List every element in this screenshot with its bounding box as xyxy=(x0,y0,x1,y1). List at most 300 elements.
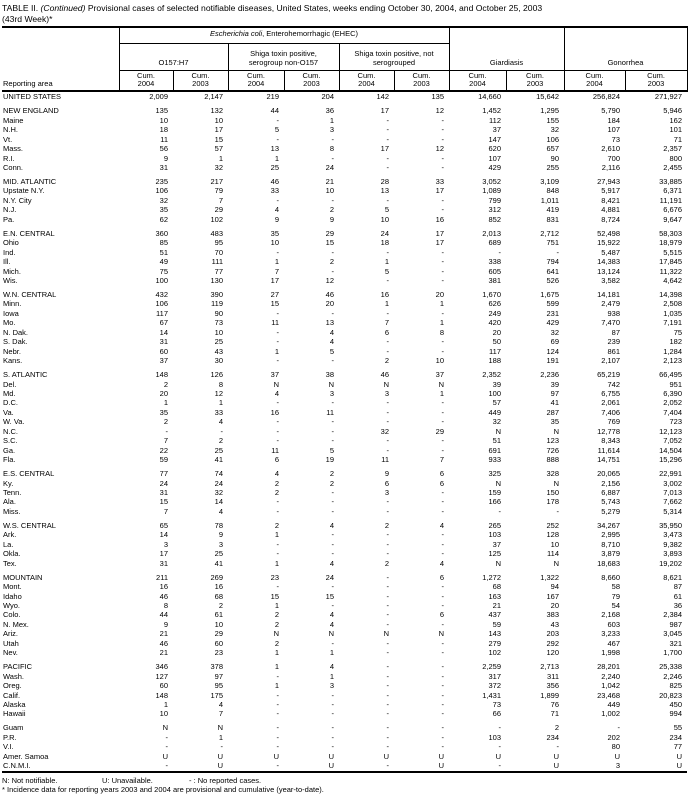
cell: 2 xyxy=(384,520,389,530)
cell: 125 xyxy=(488,549,502,559)
cell: - xyxy=(165,761,168,771)
cell: 37 xyxy=(270,370,279,380)
cell: 723 xyxy=(669,417,683,427)
row-label: Md. xyxy=(3,388,16,398)
cell: 59 xyxy=(159,455,168,465)
cell: 90 xyxy=(550,153,560,163)
cell: 620 xyxy=(488,144,502,154)
cell: 33 xyxy=(214,407,223,417)
cell: - xyxy=(441,506,445,516)
cell: - xyxy=(276,709,279,719)
table-row xyxy=(2,610,687,619)
cell: 66 xyxy=(492,709,502,719)
cell: 6,755 xyxy=(601,388,621,398)
cell: 3,002 xyxy=(663,478,683,488)
cell: 5,279 xyxy=(601,506,621,516)
cell: 4,881 xyxy=(601,205,621,215)
cell: 70 xyxy=(214,247,223,257)
cell: 71 xyxy=(550,709,560,719)
cell: 65 xyxy=(159,520,168,530)
cell: 23 xyxy=(214,648,223,658)
cell: N xyxy=(553,426,560,436)
cell: 10 xyxy=(214,619,223,629)
cell: - xyxy=(441,690,445,700)
table-row xyxy=(2,238,687,247)
cell: 14 xyxy=(159,327,168,337)
cell: 2 xyxy=(274,478,279,488)
cell: 252 xyxy=(546,520,560,530)
row-label: Del. xyxy=(3,379,17,389)
table-row xyxy=(2,186,687,195)
cell: 13,124 xyxy=(597,266,621,276)
table-row xyxy=(2,507,687,516)
cell: 56 xyxy=(159,144,168,154)
cell: 12 xyxy=(435,106,445,116)
cell: 2,508 xyxy=(663,299,683,309)
cell: U xyxy=(614,751,621,761)
cell: 175 xyxy=(210,690,223,700)
table-row xyxy=(2,709,687,718)
cell: 37 xyxy=(492,125,502,135)
cell: 44 xyxy=(270,106,279,116)
cell: 60 xyxy=(214,638,223,648)
cell: 16 xyxy=(380,289,389,299)
cell: 20 xyxy=(435,289,445,299)
cell: 24 xyxy=(380,228,389,238)
cell: 2,713 xyxy=(540,662,560,672)
row-label: N.J. xyxy=(3,205,17,215)
cell: 1,011 xyxy=(540,195,560,205)
cell: - xyxy=(441,648,445,658)
cell: 432 xyxy=(155,289,168,299)
table-row xyxy=(2,163,687,172)
cell: - xyxy=(276,247,279,257)
cell: 103 xyxy=(488,732,502,742)
cell: 605 xyxy=(488,266,502,276)
row-label: V.I. xyxy=(3,742,14,752)
cell: 112 xyxy=(489,115,502,125)
cell: 117 xyxy=(489,346,502,356)
cell: 127 xyxy=(155,671,168,681)
cell: 2 xyxy=(384,558,389,568)
cell: 3,233 xyxy=(601,629,621,639)
cell: 68 xyxy=(214,591,223,601)
cell: - xyxy=(498,723,502,733)
table-row xyxy=(2,398,687,407)
cell: 420 xyxy=(488,318,502,328)
cell: - xyxy=(441,162,445,172)
row-label: Idaho xyxy=(3,591,22,601)
cell: 2,123 xyxy=(663,356,683,366)
row-label: Ill. xyxy=(3,257,11,267)
cell: - xyxy=(386,610,389,620)
cell: 3,879 xyxy=(601,549,621,559)
cell: 150 xyxy=(546,487,560,497)
cell: 3 xyxy=(615,761,621,771)
row-label: Vt. xyxy=(3,134,13,144)
cell: - xyxy=(386,591,389,601)
cell: 3 xyxy=(163,539,168,549)
cell: 16 xyxy=(435,214,445,224)
cell: 101 xyxy=(669,125,683,135)
row-label: La. xyxy=(3,539,14,549)
table-row xyxy=(2,347,687,356)
cell: 10 xyxy=(214,327,223,337)
cell: 7 xyxy=(439,455,445,465)
cell: - xyxy=(441,417,445,427)
cell: 825 xyxy=(669,681,683,691)
row-label: Okla. xyxy=(3,549,21,559)
cell: N xyxy=(495,558,502,568)
cell: - xyxy=(498,761,502,771)
cell: 36 xyxy=(325,106,334,116)
cell: 75 xyxy=(159,266,168,276)
cell: 35 xyxy=(159,205,168,215)
cell: 6 xyxy=(439,610,445,620)
cell: 4 xyxy=(329,619,334,629)
cell: 14 xyxy=(214,497,223,507)
cell: 1,452 xyxy=(482,106,502,116)
cell: 7,406 xyxy=(601,407,621,417)
table-row xyxy=(2,629,687,638)
cell: 599 xyxy=(546,299,560,309)
cell: N xyxy=(553,478,560,488)
cell: - xyxy=(498,742,502,752)
row-label: Minn. xyxy=(3,299,22,309)
cell: 1 xyxy=(274,530,279,540)
cell: 102 xyxy=(488,648,502,658)
cell: 97 xyxy=(214,671,223,681)
cell: 338 xyxy=(488,257,502,267)
table-row xyxy=(2,479,687,488)
cell: 231 xyxy=(546,308,560,318)
cell: 346 xyxy=(155,662,168,672)
cell: 67 xyxy=(159,318,168,328)
cell: 2 xyxy=(329,469,334,479)
giardiasis-group-header: Giardiasis xyxy=(449,27,564,70)
cell: 626 xyxy=(488,299,502,309)
row-label: Ohio xyxy=(3,238,19,248)
cell: - xyxy=(386,600,389,610)
cell: 51 xyxy=(159,247,168,257)
cell: 2,246 xyxy=(663,671,683,681)
table-row xyxy=(2,549,687,558)
cell: 1,675 xyxy=(540,289,560,299)
cell: 184 xyxy=(607,115,621,125)
cell: - xyxy=(441,398,445,408)
cell: 32 xyxy=(380,426,389,436)
cell: U xyxy=(553,751,560,761)
cell: 21 xyxy=(492,600,502,610)
table-row xyxy=(2,215,687,224)
cell: - xyxy=(276,417,279,427)
cell: 38 xyxy=(325,370,334,380)
cell: - xyxy=(386,445,389,455)
cell: 1 xyxy=(439,318,445,328)
cell: 16 xyxy=(214,582,223,592)
cell: 100 xyxy=(488,388,502,398)
cell: 689 xyxy=(488,238,502,248)
cell: 2 xyxy=(274,487,279,497)
cell: 29 xyxy=(214,629,223,639)
cell: 378 xyxy=(210,662,223,672)
cell: 52,498 xyxy=(597,228,621,238)
cell: 123 xyxy=(546,436,560,446)
cell: 94 xyxy=(550,582,560,592)
cell: - xyxy=(441,153,445,163)
cell: 203 xyxy=(546,629,560,639)
cell: 2 xyxy=(274,520,279,530)
cell: 21 xyxy=(159,629,168,639)
cell: 2,712 xyxy=(540,228,560,238)
cell: N xyxy=(273,629,279,639)
cell: - xyxy=(441,681,445,691)
cell: 114 xyxy=(547,549,560,559)
cell: - xyxy=(441,732,445,742)
cell: - xyxy=(386,115,389,125)
cell: 41 xyxy=(550,398,560,408)
cell: 87 xyxy=(611,327,621,337)
cell: 34,267 xyxy=(597,520,621,530)
cell: 7 xyxy=(274,266,279,276)
cell: 35 xyxy=(550,417,560,427)
cell: 10 xyxy=(159,709,168,719)
cell: - xyxy=(386,681,389,691)
cell: - xyxy=(386,337,389,347)
cell: N xyxy=(217,723,223,733)
cell: 14,660 xyxy=(478,92,502,102)
cell: N xyxy=(383,629,389,639)
cell: - xyxy=(617,723,621,733)
cell: 31 xyxy=(159,558,168,568)
row-label: N.Y. City xyxy=(3,195,32,205)
table-row xyxy=(2,290,687,299)
cell: 9 xyxy=(163,153,168,163)
cell: 287 xyxy=(546,407,560,417)
cell: 11,191 xyxy=(659,195,683,205)
cell: 526 xyxy=(546,275,560,285)
cell: 77 xyxy=(673,742,683,752)
cell: - xyxy=(331,436,334,446)
cell: 95 xyxy=(214,238,223,248)
row-label: Mass. xyxy=(3,144,24,154)
cell: N xyxy=(553,558,560,568)
cell: 1 xyxy=(439,388,445,398)
table-row xyxy=(2,733,687,742)
cell: 8 xyxy=(439,327,445,337)
cell: 10 xyxy=(325,186,334,196)
cell: 951 xyxy=(669,379,683,389)
table-row xyxy=(2,620,687,629)
cell: 17,845 xyxy=(659,257,683,267)
cum-2003-col8-header: Cum. 2003 xyxy=(506,70,564,91)
cell: 46 xyxy=(380,370,389,380)
cell: 13 xyxy=(380,186,389,196)
cell: 111 xyxy=(211,257,223,267)
cell: 11,322 xyxy=(659,266,683,276)
cell: 861 xyxy=(607,346,621,356)
cell: N xyxy=(438,379,445,389)
cell: 3,045 xyxy=(663,629,683,639)
cell: - xyxy=(386,134,389,144)
cell: - xyxy=(386,417,389,427)
cell: 938 xyxy=(607,308,621,318)
cell: 311 xyxy=(547,671,560,681)
cell: 19 xyxy=(325,455,334,465)
cell: - xyxy=(276,549,279,559)
table-row xyxy=(2,276,687,285)
cell: U xyxy=(676,751,683,761)
table-row xyxy=(2,469,687,478)
cell: 429 xyxy=(546,318,560,328)
cell: 691 xyxy=(488,445,502,455)
cell: 1,295 xyxy=(540,106,560,116)
cum-2004-col5-header: Cum. 2004 xyxy=(339,70,394,91)
row-label: Iowa xyxy=(3,308,19,318)
cell: 46 xyxy=(159,591,168,601)
cell: 10 xyxy=(214,115,223,125)
row-label: E.S. CENTRAL xyxy=(3,469,55,479)
table-row xyxy=(2,592,687,601)
cell: 8,724 xyxy=(601,214,621,224)
row-label: W.N. CENTRAL xyxy=(3,289,57,299)
cell: 58,303 xyxy=(659,228,683,238)
cell: 28,201 xyxy=(597,662,621,672)
cell: 19,202 xyxy=(659,558,683,568)
cell: - xyxy=(386,582,389,592)
cell: - xyxy=(441,445,445,455)
cell: 1,670 xyxy=(482,289,502,299)
cell: 25 xyxy=(270,162,279,172)
cell: 2,009 xyxy=(149,92,168,102)
cell: 1,431 xyxy=(482,690,502,700)
cell: 256,824 xyxy=(592,92,621,102)
cell: - xyxy=(386,572,389,582)
cell: 4 xyxy=(439,558,445,568)
row-label: Nev. xyxy=(3,648,18,658)
table-row xyxy=(2,497,687,506)
cell: 23 xyxy=(270,572,279,582)
cell: 14 xyxy=(159,530,168,540)
cell: 799 xyxy=(488,195,502,205)
cell: 14,504 xyxy=(659,445,683,455)
title-line1: TABLE II. (Continued) Provisional cases of selected notifiable diseases, United States, weeks ending October 30, 2004, and October 25, 2003 xyxy=(2,3,543,13)
cell: - xyxy=(386,638,389,648)
cell: 79 xyxy=(611,591,621,601)
cell: 95 xyxy=(214,681,223,691)
cell: 13 xyxy=(270,144,279,154)
row-label: Oreg. xyxy=(3,681,22,691)
notifiable-diseases-table xyxy=(2,26,688,773)
cell: - xyxy=(331,600,334,610)
cell: 6,887 xyxy=(601,487,621,497)
cell: - xyxy=(276,337,279,347)
cell: 6,371 xyxy=(663,186,683,196)
cell: 1,700 xyxy=(663,648,683,658)
cell: 90 xyxy=(214,308,223,318)
cell: 14,383 xyxy=(597,257,621,267)
cell: - xyxy=(441,700,445,709)
cell: 2,610 xyxy=(601,144,621,154)
cell: 128 xyxy=(546,530,560,540)
cell: - xyxy=(441,115,445,125)
table-row xyxy=(2,248,687,257)
cell: 7,052 xyxy=(663,436,683,446)
cell: 1 xyxy=(218,398,223,408)
cell: - xyxy=(441,530,445,540)
cell: 46 xyxy=(159,638,168,648)
cell: - xyxy=(331,638,334,648)
row-label: Nebr. xyxy=(3,346,21,356)
cell: U xyxy=(676,761,683,771)
cell: 65,219 xyxy=(597,370,621,380)
cell: - xyxy=(276,356,279,366)
cell: 10 xyxy=(380,214,389,224)
cell: 234 xyxy=(546,732,560,742)
cell: - xyxy=(441,638,445,648)
page-title xyxy=(2,3,687,25)
cell: 1,042 xyxy=(601,681,621,691)
cell: 2 xyxy=(163,379,168,389)
cell: N xyxy=(273,379,279,389)
table-row xyxy=(2,91,687,101)
cell: 41 xyxy=(214,558,223,568)
cell: - xyxy=(441,671,445,681)
cell: 36 xyxy=(673,600,683,610)
cell: 360 xyxy=(155,228,168,238)
cell: 1,284 xyxy=(663,346,683,356)
cell: 7,404 xyxy=(663,407,683,417)
cell: U xyxy=(217,761,223,771)
row-label: Tenn. xyxy=(3,487,22,497)
table-row xyxy=(2,573,687,582)
cell: 17 xyxy=(435,238,445,248)
cell: 1,035 xyxy=(663,308,683,318)
cell: - xyxy=(386,549,389,559)
cell: - xyxy=(220,426,223,436)
cell: N xyxy=(495,478,502,488)
cell: 24 xyxy=(325,572,334,582)
cell: 1 xyxy=(274,600,279,610)
cell: 2,357 xyxy=(663,144,683,154)
cell: 17 xyxy=(435,186,445,196)
cell: 6,676 xyxy=(663,205,683,215)
cell: 15,642 xyxy=(536,92,560,102)
cell: - xyxy=(556,742,560,752)
table-row xyxy=(2,154,687,163)
cell: - xyxy=(386,539,389,549)
cell: 25 xyxy=(214,445,223,455)
cell: 1 xyxy=(384,299,389,309)
cell: - xyxy=(441,487,445,497)
cell: 1,899 xyxy=(540,690,560,700)
cell: 6,390 xyxy=(663,388,683,398)
cell: 8 xyxy=(163,600,168,610)
table-row xyxy=(2,356,687,365)
cell: 356 xyxy=(546,681,560,691)
cell: 4 xyxy=(329,610,334,620)
table-row xyxy=(2,205,687,214)
cell: 41 xyxy=(214,455,223,465)
cell: 9 xyxy=(163,619,168,629)
row-label: R.I. xyxy=(3,153,15,163)
cell: 2 xyxy=(274,619,279,629)
table-row xyxy=(2,455,687,464)
cell: - xyxy=(165,732,168,742)
cell: 1,322 xyxy=(540,572,560,582)
row-label: Utah xyxy=(3,638,19,648)
cell: 24 xyxy=(159,478,168,488)
